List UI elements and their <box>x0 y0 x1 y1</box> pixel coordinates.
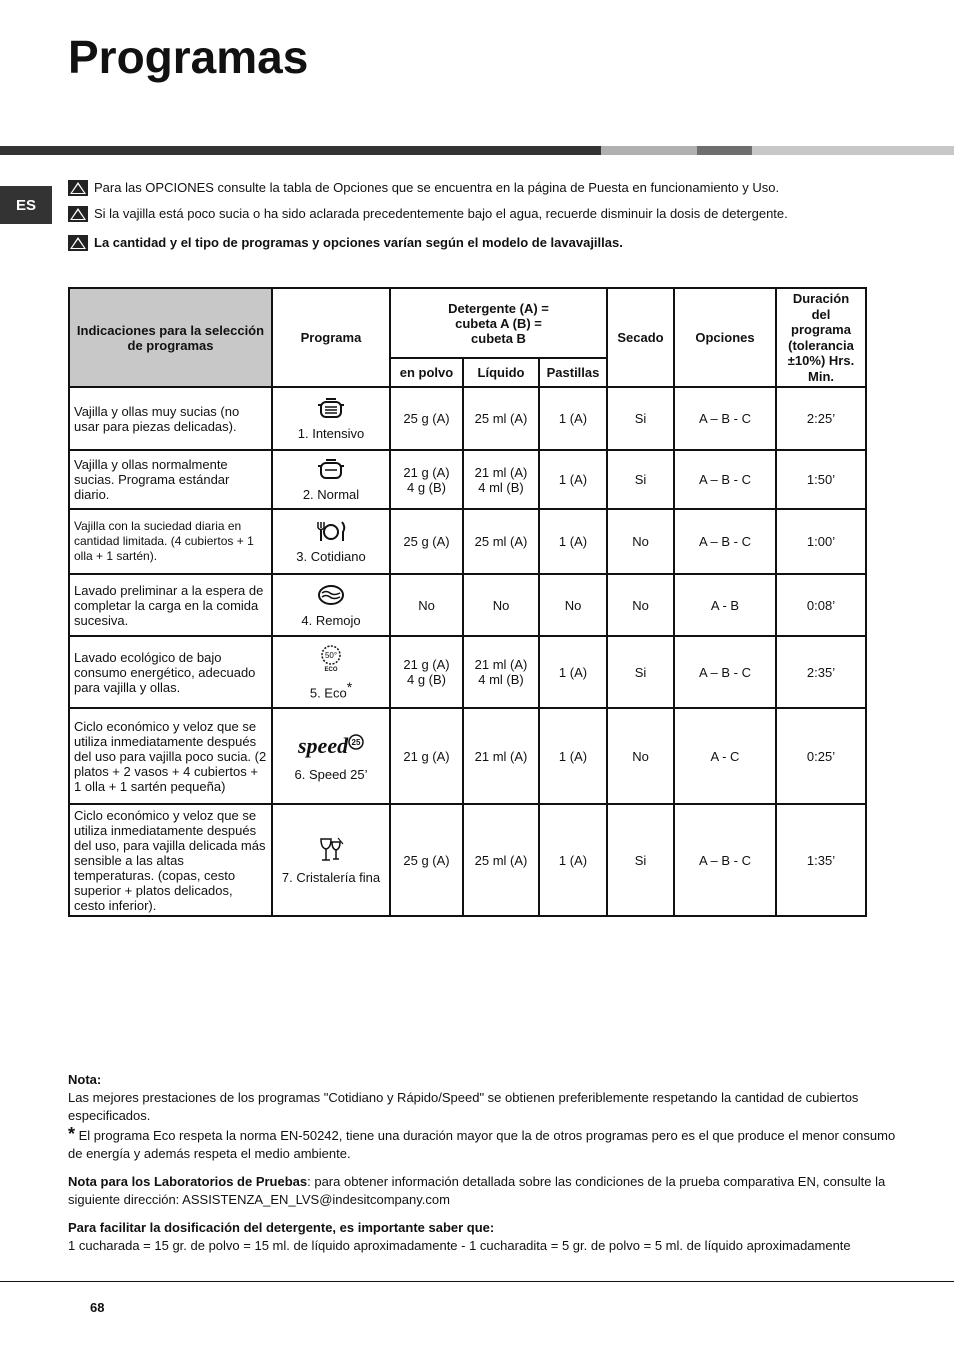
cell-pastillas: 1 (A) <box>539 708 607 804</box>
table-row <box>69 804 866 916</box>
cell-secado: No <box>607 574 674 636</box>
cell-polvo: 25 g (A) <box>390 509 463 574</box>
eco-note-asterisk: * <box>68 1124 76 1144</box>
program-description: Lavado ecológico de bajo consumo energético, adecuado para vajilla y ollas. <box>69 636 272 708</box>
footer-divider <box>0 1281 954 1282</box>
intensive-pot-icon <box>316 396 346 420</box>
eco-asterisk: * <box>346 679 353 696</box>
warning-models <box>68 235 623 251</box>
cell-duracion: 2:25’ <box>776 387 866 450</box>
header-bar-light <box>601 146 697 155</box>
cell-secado: Si <box>607 450 674 509</box>
table-row <box>69 509 866 574</box>
warning-icon <box>68 206 88 222</box>
header-pastillas: Pastillas <box>539 358 607 387</box>
table-row <box>69 387 866 450</box>
eco-temp-label: 50° <box>324 651 338 661</box>
warning-text: La cantidad y el tipo de programas y opciones varían según el modelo de lavavajillas. <box>94 235 623 250</box>
cell-pastillas: 1 (A) <box>539 387 607 450</box>
warning-detergent <box>68 206 788 222</box>
page-number: 68 <box>90 1300 105 1315</box>
cell-duracion: 1:00’ <box>776 509 866 574</box>
cell-opciones: A – B - C <box>674 804 776 916</box>
eco-50-icon <box>317 643 345 673</box>
program-description: Vajilla y ollas muy sucias (no usar para piezas delicadas). <box>69 387 272 450</box>
program-description: Ciclo económico y veloz que se utiliza inmediatamente después del uso, para vajilla delicada más sensible a las altas temperaturas. (copas, cesto superior + platos delicados, cesto inferior). <box>69 804 272 916</box>
program-cell <box>272 804 390 916</box>
cutlery-icon <box>314 519 348 543</box>
header-en-polvo: en polvo <box>390 358 463 387</box>
cell-pastillas: 1 (A) <box>539 509 607 574</box>
cell-opciones: A – B - C <box>674 450 776 509</box>
cell-pastillas: No <box>539 574 607 636</box>
program-cell <box>272 636 390 708</box>
cell-opciones: A – B - C <box>674 387 776 450</box>
cell-liquido: 21 ml (A) 4 ml (B) <box>463 636 539 708</box>
program-description: Ciclo económico y veloz que se utiliza inmediatamente después del uso para vajilla poco sucia. (2 platos + 2 vasos + 4 cubiertos + 1 olla + 1 sartén pequeña) <box>69 708 272 804</box>
program-cell <box>272 387 390 450</box>
duracion-label: Duración del programa (tolerancia ±10%) Hrs. Min. <box>787 291 855 384</box>
cell-pastillas: 1 (A) <box>539 636 607 708</box>
page-title: Programas <box>68 31 309 83</box>
warning-options <box>68 180 779 196</box>
soak-icon <box>315 583 347 607</box>
program-name: 7. Cristalería fina <box>281 869 381 885</box>
program-name: 3. Cotidiano <box>296 549 366 564</box>
program-cell <box>272 708 390 804</box>
program-name-text: 5. Eco <box>309 685 347 701</box>
nota-label: Nota: <box>68 1072 102 1087</box>
cell-secado: Si <box>607 804 674 916</box>
cell-liquido: 25 ml (A) <box>463 387 539 450</box>
header-opciones: Opciones <box>674 288 776 387</box>
cell-polvo: 21 g (A) <box>390 708 463 804</box>
cell-opciones: A - C <box>674 708 776 804</box>
program-name: 6. Speed 25’ <box>294 766 368 782</box>
cell-secado: Si <box>607 636 674 708</box>
cell-secado: Si <box>607 387 674 450</box>
eco-note <box>68 1125 908 1163</box>
cell-polvo: 21 g (A) 4 g (B) <box>390 636 463 708</box>
lab-note <box>68 1173 908 1209</box>
cell-secado: No <box>607 708 674 804</box>
header-programa: Programa <box>272 288 390 387</box>
program-cell <box>272 509 390 574</box>
cell-pastillas: 1 (A) <box>539 450 607 509</box>
dose-label: Para facilitar la dosificación del detergente, es importante saber que: <box>68 1220 495 1235</box>
cell-duracion: 0:25’ <box>776 708 866 804</box>
lab-note-text: : para obtener información detallada sobre las condiciones de la prueba comparativa EN, consulte la siguiente dirección: ASSISTENZA_EN_LVS@indesitcompany.com <box>68 1174 886 1207</box>
cell-polvo: 25 g (A) <box>390 387 463 450</box>
notes-section <box>68 1071 908 1255</box>
glasses-icon <box>316 836 346 864</box>
nota-text: Las mejores prestaciones de los programas "Cotidiano y Rápido/Speed" se obtienen preferiblemente respetando la cantidad de cubiertos especificados. <box>68 1090 859 1123</box>
program-name <box>277 679 385 700</box>
cell-pastillas: 1 (A) <box>539 804 607 916</box>
cell-polvo: 21 g (A) 4 g (B) <box>390 450 463 509</box>
cell-liquido: 21 ml (A) 4 ml (B) <box>463 450 539 509</box>
cell-liquido: No <box>463 574 539 636</box>
cell-liquido: 25 ml (A) <box>463 804 539 916</box>
table-row <box>69 708 866 804</box>
speed-logo-text: speed <box>298 732 349 758</box>
eco-note-text: El programa Eco respeta la norma EN-50242, tiene una duración mayor que la de otros programas pero es el que produce el menor consumo de energía y además respeta el medio ambiente. <box>68 1128 896 1161</box>
header-bar-lightest <box>752 146 954 155</box>
program-cell <box>272 450 390 509</box>
cell-opciones: A - B <box>674 574 776 636</box>
program-cell <box>272 574 390 636</box>
program-name: 1. Intensivo <box>297 426 365 441</box>
cell-secado: No <box>607 509 674 574</box>
warning-text: Si la vajilla está poco sucia o ha sido aclarada precedentemente bajo el agua, recuerde disminuir la dosis de detergente. <box>94 206 788 221</box>
cell-liquido: 21 ml (A) <box>463 708 539 804</box>
cell-opciones: A – B - C <box>674 509 776 574</box>
program-description: Lavado preliminar a la espera de completar la carga en la comida sucesiva. <box>69 574 272 636</box>
table-row <box>69 636 866 708</box>
dose-text: 1 cucharada = 15 gr. de polvo = 15 ml. de líquido aproximadamente - 1 cucharadita = 5 gr. de polvo = 5 ml. de líquido aproximadamente <box>68 1238 851 1253</box>
cell-polvo: 25 g (A) <box>390 804 463 916</box>
detergente-label: Detergente (A) = cubeta A (B) = cubeta B <box>448 300 549 346</box>
header-secado: Secado <box>607 288 674 387</box>
program-description: Vajilla y ollas normalmente sucias. Programa estándar diario. <box>69 450 272 509</box>
speed-number: 25 <box>351 737 361 747</box>
program-name: 4. Remojo <box>301 612 361 628</box>
cell-duracion: 1:35’ <box>776 804 866 916</box>
header-bar-mid <box>697 146 752 155</box>
cell-duracion: 0:08’ <box>776 574 866 636</box>
warning-icon <box>68 235 88 251</box>
header-bar-dark <box>0 146 601 155</box>
eco-label: ECO <box>324 667 338 674</box>
normal-pot-icon <box>316 457 346 481</box>
cell-opciones: A – B - C <box>674 636 776 708</box>
table-row <box>69 450 866 509</box>
programs-table <box>68 287 867 917</box>
program-name: 2. Normal <box>302 487 360 502</box>
warning-text: Para las OPCIONES consulte la tabla de Opciones que se encuentra en la página de Puesta en funcionamiento y Uso. <box>94 180 780 195</box>
lab-note-label: Nota para los Laboratorios de Pruebas <box>68 1174 308 1189</box>
header-indicaciones: Indicaciones para la selección de programas <box>69 288 272 387</box>
cell-duracion: 2:35’ <box>776 636 866 708</box>
cell-duracion: 1:50’ <box>776 450 866 509</box>
language-tab: ES <box>0 186 52 224</box>
header-liquido: Líquido <box>463 358 539 387</box>
cell-polvo: No <box>390 574 463 636</box>
header-duracion <box>776 288 866 387</box>
header-detergente <box>390 288 607 358</box>
warning-icon <box>68 180 88 196</box>
speed-25-icon <box>296 731 366 761</box>
program-description: Vajilla con la suciedad diaria en cantidad limitada. (4 cubiertos + 1 olla + 1 sartén). <box>69 509 272 574</box>
cell-liquido: 25 ml (A) <box>463 509 539 574</box>
table-row <box>69 574 866 636</box>
